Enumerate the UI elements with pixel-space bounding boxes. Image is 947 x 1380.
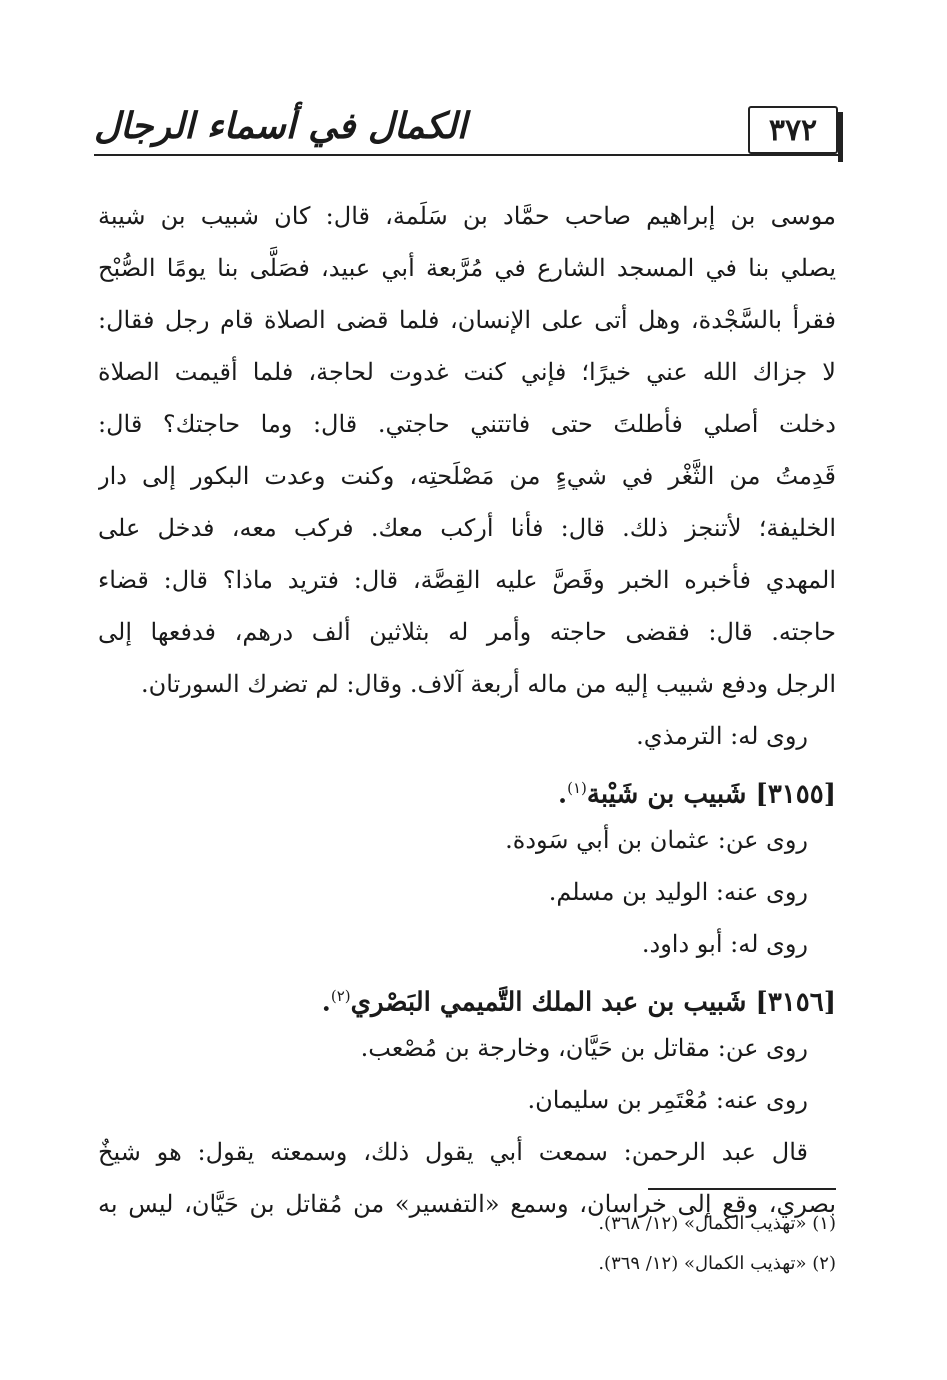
entry-heading-3156 bbox=[98, 970, 836, 1022]
entry-name: شَبيب بن شَيْبة bbox=[586, 779, 747, 810]
footnote-divider bbox=[648, 1188, 836, 1190]
entry-end: . bbox=[558, 779, 568, 810]
narration-line: روى له: أبو داود. bbox=[641, 930, 808, 958]
footnote-mark: (٢) bbox=[330, 987, 351, 1005]
rawa-lahu-line: روى له: الترمذي. bbox=[636, 722, 808, 750]
text-line: قَدِمتُ من الثَّغْر في شيءٍ من مَصْلَحتِه، وكنت وعدت البكور إلى دار bbox=[98, 462, 836, 490]
text-line: الخليفة؛ لأتنجز ذلك. قال: فأنا أركب معك. فركب معه، فدخل على bbox=[98, 514, 836, 542]
main-text bbox=[98, 190, 836, 1230]
text-line: قال عبد الرحمن: سمعت أبي يقول ذلك، وسمعته يقول: هو شيخٌ bbox=[98, 1138, 808, 1166]
text-line: الرجل ودفع شبيب إليه من ماله أربعة آلاف. وقال: لم تضرك السورتان. bbox=[141, 670, 836, 698]
entry-heading-3155 bbox=[98, 762, 836, 814]
text-line: بصري، وقع إلى خراسان، وسمع «التفسير» من مُقاتل بن حَيَّان، ليس به bbox=[98, 1190, 836, 1218]
page-number: ٣٧٢ bbox=[748, 106, 838, 154]
narration-line: روى عنه: مُعْتَمِر بن سليمان. bbox=[527, 1086, 808, 1114]
entry-name: شَبيب بن عبد الملك التَّميمي البَصْري bbox=[350, 987, 747, 1018]
text-line: دخلت أصلي فأطلتَ حتى فاتتني حاجتي. قال: وما حاجتك؟ قال: bbox=[98, 410, 836, 438]
text-line: موسى بن إبراهيم صاحب حمَّاد بن سَلَمة، قال: كان شبيب بن شيبة bbox=[98, 202, 836, 230]
footnote: (١) «تهذيب الكمال» (١٢/ ٣٦٨). bbox=[598, 1213, 836, 1234]
text-line: يصلي بنا في المسجد الشارع في مُرَّبعة أبي عبيد، فصَلَّى بنا يومًا الصُّبْح bbox=[98, 254, 836, 282]
header-divider bbox=[94, 154, 838, 156]
footnotes bbox=[98, 1204, 836, 1284]
text-line: لا جزاك الله عني خيرًا؛ فإني كنت غدوت لحاجة، فلما أقيمت الصلاة bbox=[98, 358, 836, 386]
page-header bbox=[94, 98, 838, 156]
narration-line: روى عن: عثمان بن أبي سَودة. bbox=[505, 826, 808, 854]
text-line: حاجته. قال: فقضى حاجته وأمر له بثلاثين ألف درهم، فدفعها إلى bbox=[98, 618, 836, 646]
entry-number: [٣١٥٥] bbox=[755, 779, 836, 810]
narration-line: روى عنه: الوليد بن مسلم. bbox=[548, 878, 808, 906]
narration-line: روى عن: مقاتل بن حَيَّان، وخارجة بن مُصْعب. bbox=[360, 1034, 808, 1062]
text-line: فقرأ بالسَّجْدة، وهل أتى على الإنسان، فلما قضى الصلاة قام رجل فقال: bbox=[98, 306, 836, 334]
footnote-mark: (١) bbox=[567, 779, 587, 797]
text-line: المهدي فأخبره الخبر وقَصَّ عليه القِصَّة، قال: فتريد ماذا؟ قال: قضاء bbox=[98, 566, 836, 594]
footnote: (٢) «تهذيب الكمال» (١٢/ ٣٦٩). bbox=[598, 1253, 836, 1274]
entry-number: [٣١٥٦] bbox=[755, 987, 836, 1018]
book-title: الكمال في أسماء الرجال bbox=[94, 105, 467, 147]
entry-end: . bbox=[321, 987, 331, 1018]
